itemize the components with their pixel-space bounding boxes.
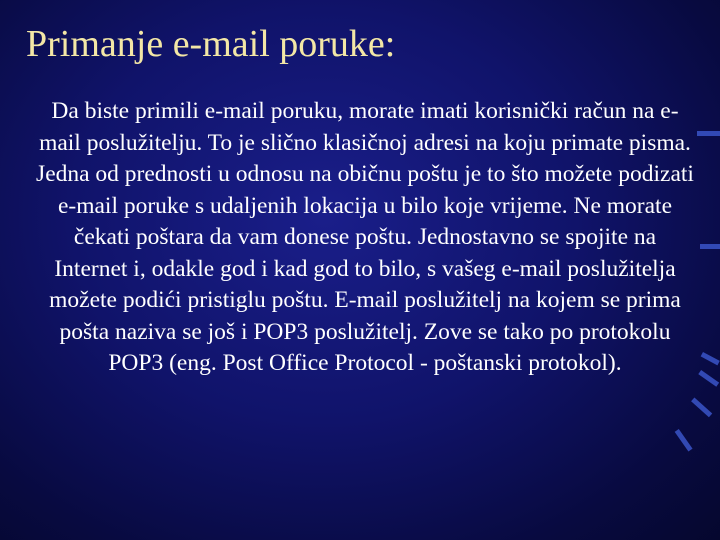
- slide-body-text: Da biste primili e-mail poruku, morate imati korisnički račun na e-mail poslužitelju. To je slično klasičnoj adresi na koju primate pisma. Jedna od prednosti u odnosu na običnu poštu je to što možete podizati e-mail poruke s udaljenih lokacija u bilo koje vrijeme. Ne morate čekati poštara da vam donese poštu. Jednostavno se spojite na Internet i, odakle god i kad god to bilo, s vašeg e-mail poslužitelja možete podići pristiglu poštu. E-mail poslužitelj na kojem se prima pošta naziva se još i POP3 poslužitelj. Zove se tako po protokolu POP3 (eng. Post Office Protocol - poštanski protokol).: [36, 98, 694, 376]
- stripe: [691, 397, 712, 417]
- slide-title: Primanje e-mail poruke:: [26, 23, 396, 65]
- stripe: [697, 131, 720, 136]
- stripe: [701, 352, 720, 365]
- stripe: [700, 244, 720, 249]
- stripe: [698, 370, 719, 387]
- stripe: [675, 429, 693, 452]
